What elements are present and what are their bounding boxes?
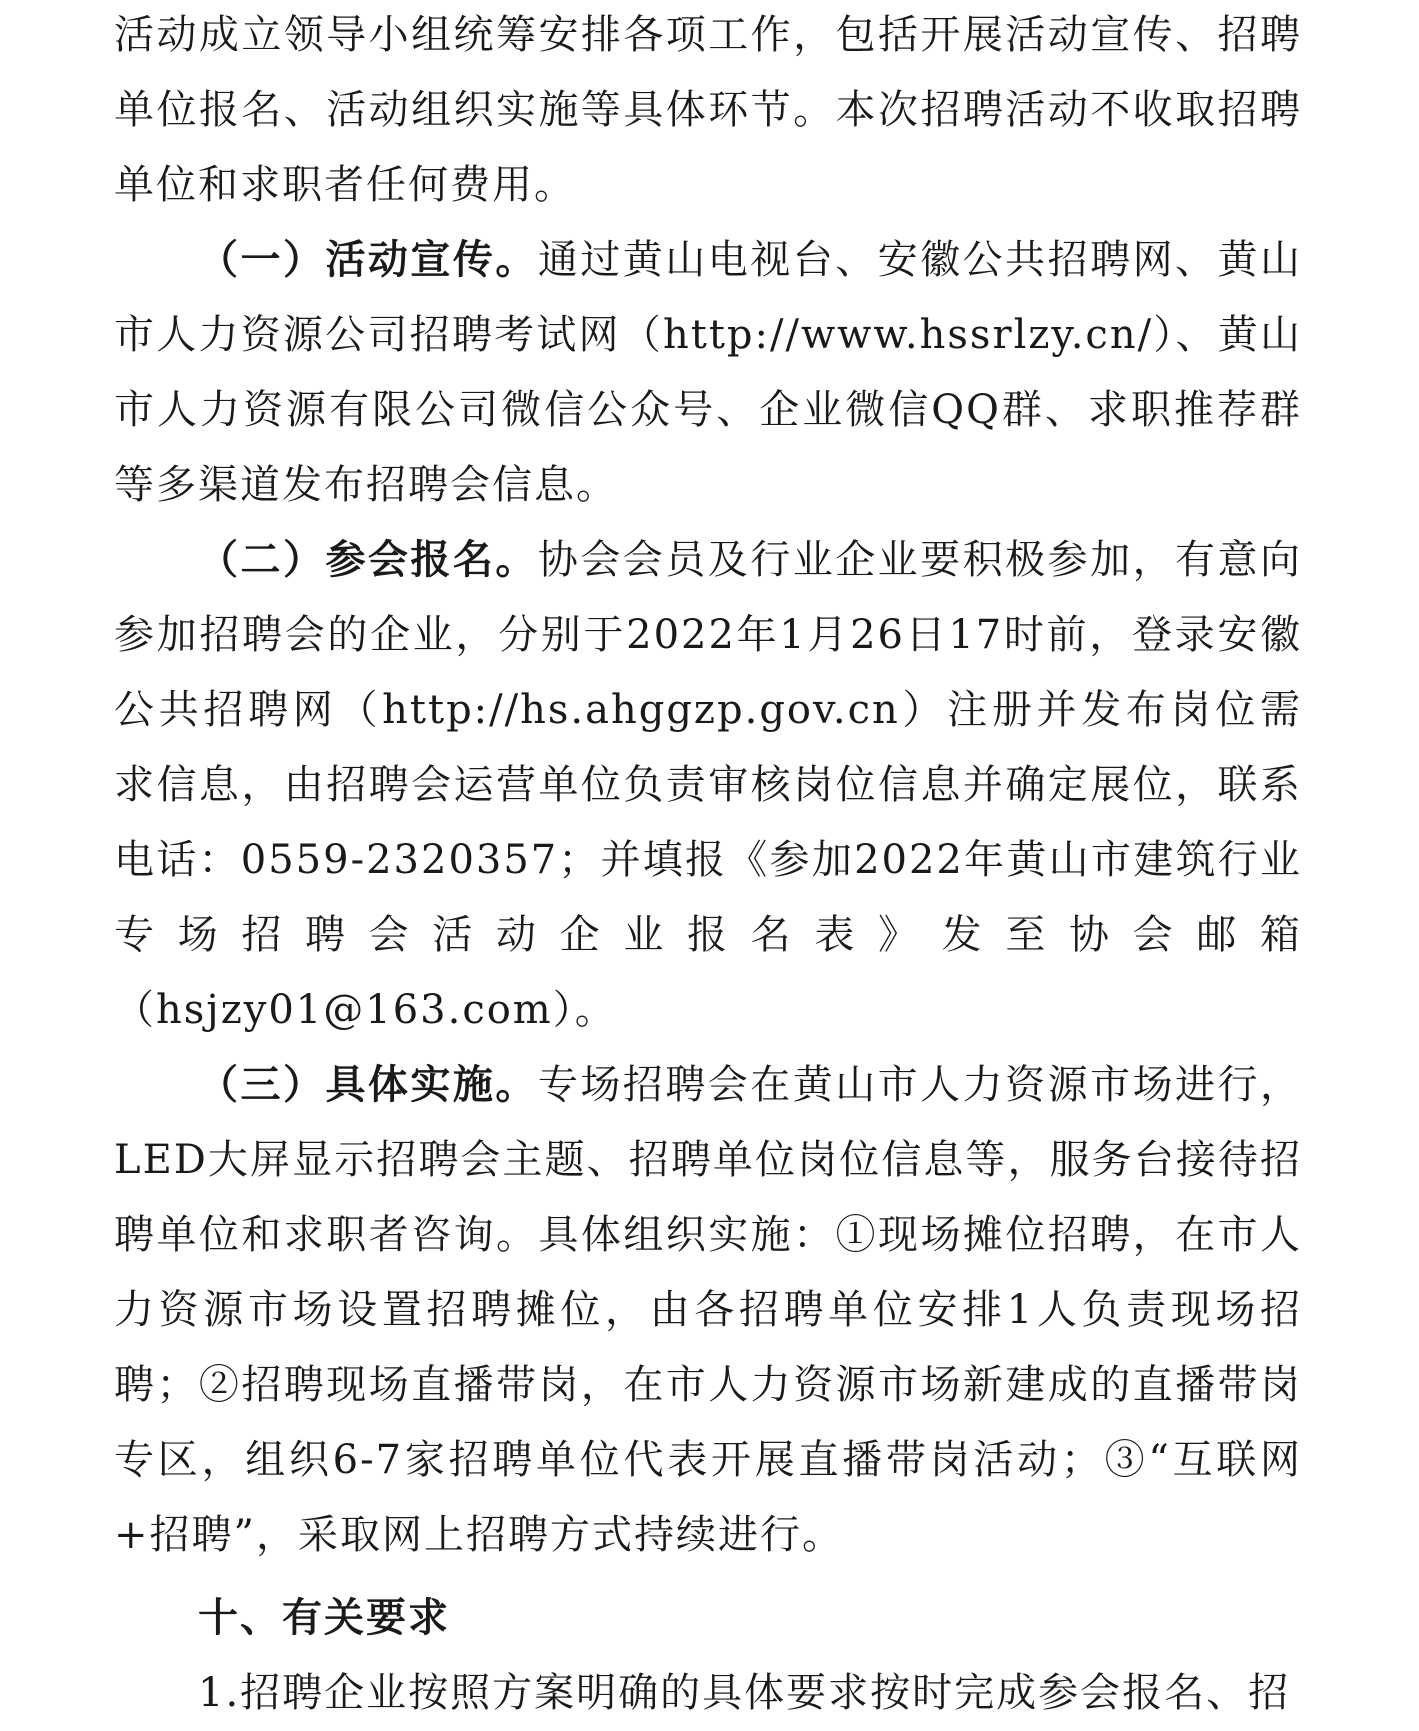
requirement-item-1: 1.招聘企业按照方案明确的具体要求按时完成参会报名、招 xyxy=(198,1670,1291,1716)
publicity-body: 通过黄山电视台、安徽公共招聘网、黄山市人力资源公司招聘考试网（http://www.hssrlzy.cn/）、黄山市人力资源有限公司微信公众号、企业微信QQ群、求职推荐群等多渠道发布招聘会信息。 xyxy=(114,237,1303,508)
registration-heading: （二）参会报名。 xyxy=(198,537,538,583)
implementation-body: 专场招聘会在黄山市人力资源市场进行，LED大屏显示招聘会主题、招聘单位岗位信息等，服务台接待招聘单位和求职者咨询。具体组织实施：①现场摊位招聘，在市人力资源市场设置招聘摊位，由各招聘单位安排1人负责现场招聘；②招聘现场直播带岗，在市人力资源市场新建成的直播带岗专区，组织6-7家招聘单位代表开展直播带岗活动；③“互联网+招聘”，采取网上招聘方式持续进行。 xyxy=(114,1062,1303,1558)
registration-paragraph xyxy=(114,523,1302,1048)
section-heading: 十、有关要求 xyxy=(198,1595,450,1641)
implementation-heading: （三）具体实施。 xyxy=(198,1062,538,1108)
intro-paragraph: 活动成立领导小组统筹安排各项工作，包括开展活动宣传、招聘单位报名、活动组织实施等具体环节。本次招聘活动不收取招聘单位和求职者任何费用。 xyxy=(114,12,1302,208)
document-page xyxy=(114,0,1302,1731)
implementation-paragraph xyxy=(114,1048,1302,1573)
publicity-paragraph xyxy=(114,223,1302,523)
publicity-heading: （一）活动宣传。 xyxy=(198,237,538,283)
registration-body: 协会会员及行业企业要积极参加，有意向参加招聘会的企业，分别于2022年1月26日17时前，登录安徽公共招聘网（http://hs.ahggzp.gov.cn）注册并发布岗位需求信息，由招聘会运营单位负责审核岗位信息并确定展位，联系电话：0559-2320357；并填报《参加2022年黄山市建筑行业专场招聘会活动企业报名表》发至协会邮箱（hsjzy01@163.com）。 xyxy=(114,537,1303,1033)
